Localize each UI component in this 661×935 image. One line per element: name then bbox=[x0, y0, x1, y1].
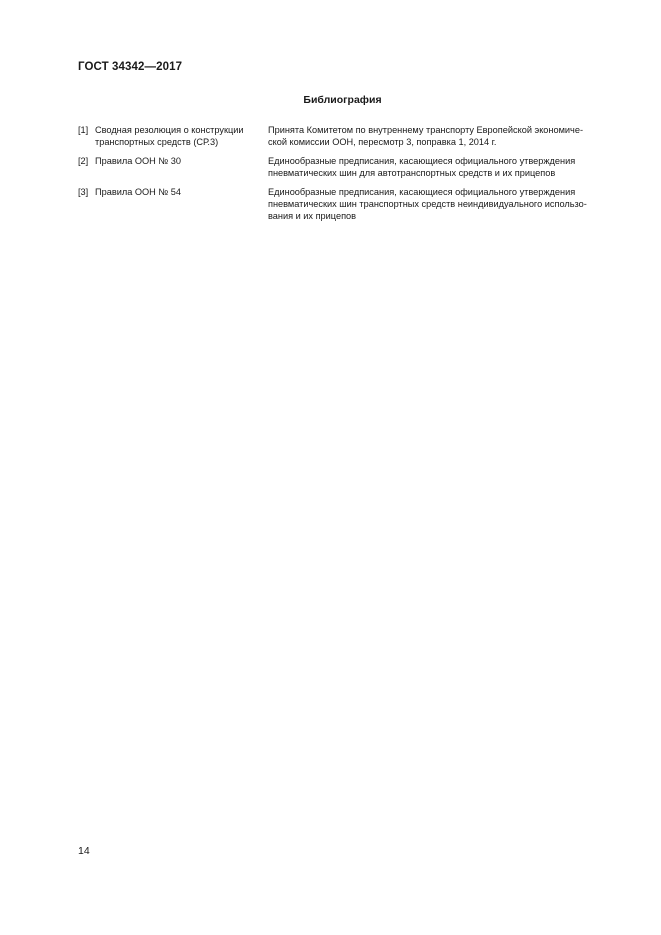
entry-reference bbox=[95, 124, 268, 148]
entry-description-line: Принята Комитетом по внутреннему транспорту Европейской экономиче- bbox=[268, 125, 584, 135]
entry-reference-line: Правила ООН № 30 bbox=[95, 156, 181, 166]
entry-description-line: Единообразные предписания, касающиеся официального утверждения bbox=[268, 156, 576, 166]
entry-description bbox=[268, 186, 618, 222]
entry-description-line: вания и их прицепов bbox=[268, 211, 357, 221]
entry-number: [3] bbox=[78, 187, 89, 197]
bibliography-entry bbox=[78, 186, 618, 222]
entry-reference bbox=[95, 186, 268, 222]
document-code: ГОСТ 34342—2017 bbox=[78, 61, 183, 73]
entry-description bbox=[268, 124, 618, 148]
bibliography-title: Библиография bbox=[303, 94, 382, 106]
entry-reference-line: транспортных средств (СР.3) bbox=[95, 137, 219, 147]
entry-description-line: пневматических шин транспортных средств неиндивидуального использо- bbox=[268, 199, 587, 209]
entry-number: [1] bbox=[78, 125, 89, 135]
bibliography-entry bbox=[78, 155, 618, 179]
entry-number: [2] bbox=[78, 156, 89, 166]
bibliography-list bbox=[78, 124, 618, 229]
entry-description-line: Единообразные предписания, касающиеся официального утверждения bbox=[268, 187, 576, 197]
bibliography-entry bbox=[78, 124, 618, 148]
entry-description-line: пневматических шин для автотранспортных средств и их прицепов bbox=[268, 168, 556, 178]
page-number: 14 bbox=[78, 845, 90, 857]
entry-reference bbox=[95, 155, 268, 179]
entry-description bbox=[268, 155, 618, 179]
entry-reference-line: Правила ООН № 54 bbox=[95, 187, 181, 197]
entry-reference-line: Сводная резолюция о конструкции bbox=[95, 125, 244, 135]
entry-description-line: ской комиссии ООН, пересмотр 3, поправка 1, 2014 г. bbox=[268, 137, 497, 147]
